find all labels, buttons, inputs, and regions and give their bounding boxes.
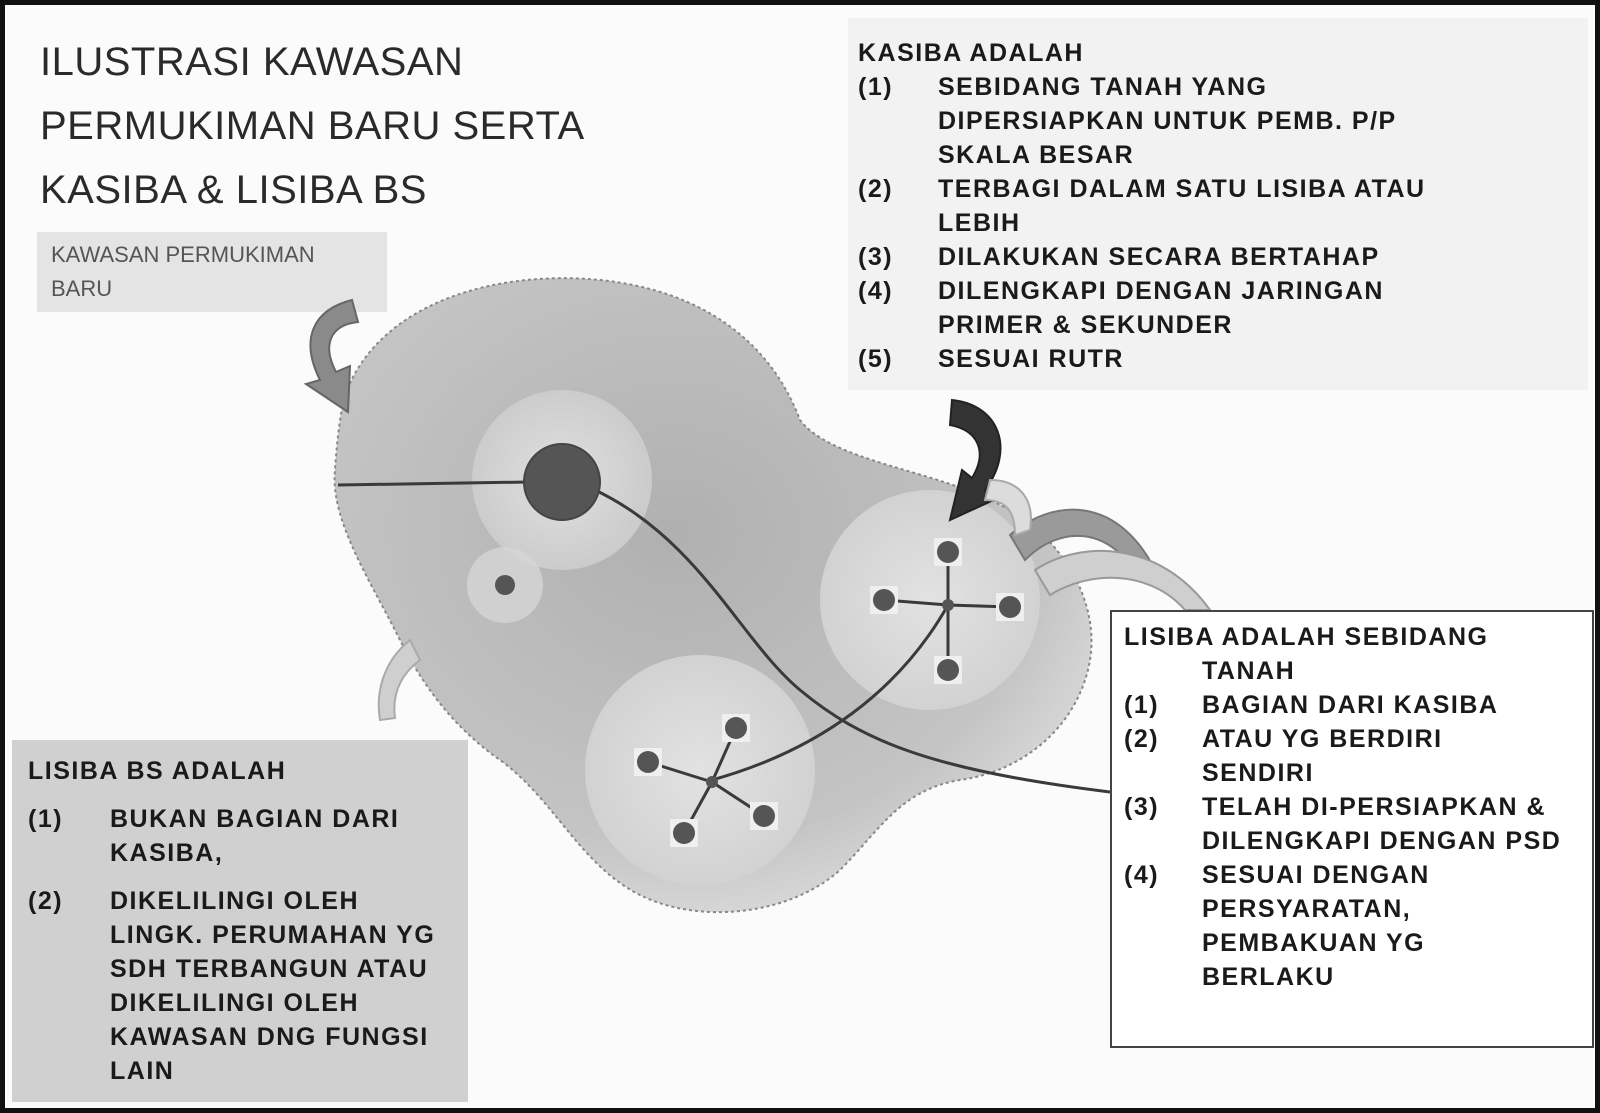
title-line-1: ILUSTRASI KAWASAN [40, 40, 464, 84]
kasiba-item-number: (4) [858, 277, 894, 305]
kasiba-item-number: (5) [858, 345, 894, 373]
lisiba-definition-box [1110, 610, 1594, 1048]
lisiba-item-text: BAGIAN DARI KASIBA [1202, 691, 1499, 719]
lisiba-bs-item-text: BUKAN BAGIAN DARI KASIBA, [110, 805, 400, 867]
kasiba-definition-box [848, 18, 1588, 390]
lisiba-item-text: TELAH DI-PERSIAPKAN & DILENGKAPI DENGAN PSD [1202, 793, 1562, 855]
kasiba-item-number: (2) [858, 175, 894, 203]
kasiba-item-4 [858, 274, 1578, 342]
arrow-lisiba-bs-icon [379, 640, 420, 720]
lisiba-item-2 [1124, 722, 1582, 790]
lisiba-cluster-bottom [585, 655, 815, 885]
title-line-3: KASIBA & LISIBA BS [40, 168, 427, 212]
small-node [495, 575, 515, 595]
lisiba-heading: LISIBA ADALAH SEBIDANG [1124, 623, 1489, 651]
lisiba-bs-item-text: DIKELILINGI OLEH LINGK. PERUMAHAN YG SDH TERBANGUN ATAU DIKELILINGI OLEH KAWASAN DNG FUNGSI LAIN [110, 887, 436, 1085]
lisiba-item-number: (1) [1124, 691, 1160, 719]
lisiba-bs-item-number: (2) [28, 887, 64, 915]
lisiba-bs-item-number: (1) [28, 805, 64, 833]
kasiba-item-2 [858, 172, 1578, 240]
lisiba-item-4 [1124, 858, 1582, 994]
lisiba-bs-definition-box [12, 740, 468, 1102]
kawasan-label-line-2: BARU [51, 276, 113, 301]
kasiba-item-number: (3) [858, 243, 894, 271]
kasiba-item-number: (1) [858, 73, 894, 101]
kasiba-heading: KASIBA ADALAH [858, 39, 1084, 67]
lisiba-bs-item-1 [28, 802, 454, 870]
title-line-2: PERMUKIMAN BARU SERTA [40, 104, 585, 148]
kasiba-item-1 [858, 70, 1578, 172]
lisiba-heading-continued: TANAH [1202, 657, 1296, 685]
lisiba-item-3 [1124, 790, 1582, 858]
lisiba-item-number: (2) [1124, 725, 1160, 753]
lisiba-bs-item-2 [28, 884, 454, 1088]
lisiba-bs-heading: LISIBA BS ADALAH [28, 757, 287, 785]
kasiba-item-text: DILAKUKAN SECARA BERTAHAP [938, 243, 1380, 271]
kawasan-label-line-1: KAWASAN PERMUKIMAN [51, 242, 315, 267]
kasiba-item-text: DILENGKAPI DENGAN JARINGAN PRIMER & SEKUNDER [938, 277, 1384, 339]
kasiba-item-5 [858, 342, 1578, 376]
kasiba-item-text: SESUAI RUTR [938, 345, 1124, 373]
lisiba-item-text: ATAU YG BERDIRI SENDIRI [1202, 725, 1443, 787]
lisiba-item-number: (4) [1124, 861, 1160, 889]
lisiba-item-1 [1124, 688, 1582, 722]
kasiba-item-3 [858, 240, 1578, 274]
lisiba-item-number: (3) [1124, 793, 1160, 821]
lisiba-item-text: SESUAI DENGAN PERSYARATAN, PEMBAKUAN YG BERLAKU [1202, 861, 1430, 991]
kasiba-item-text: TERBAGI DALAM SATU LISIBA ATAU LEBIH [938, 175, 1426, 237]
city-center-node [524, 444, 600, 520]
kasiba-item-text: SEBIDANG TANAH YANG DIPERSIAPKAN UNTUK PEMB. P/P SKALA BESAR [938, 73, 1397, 169]
